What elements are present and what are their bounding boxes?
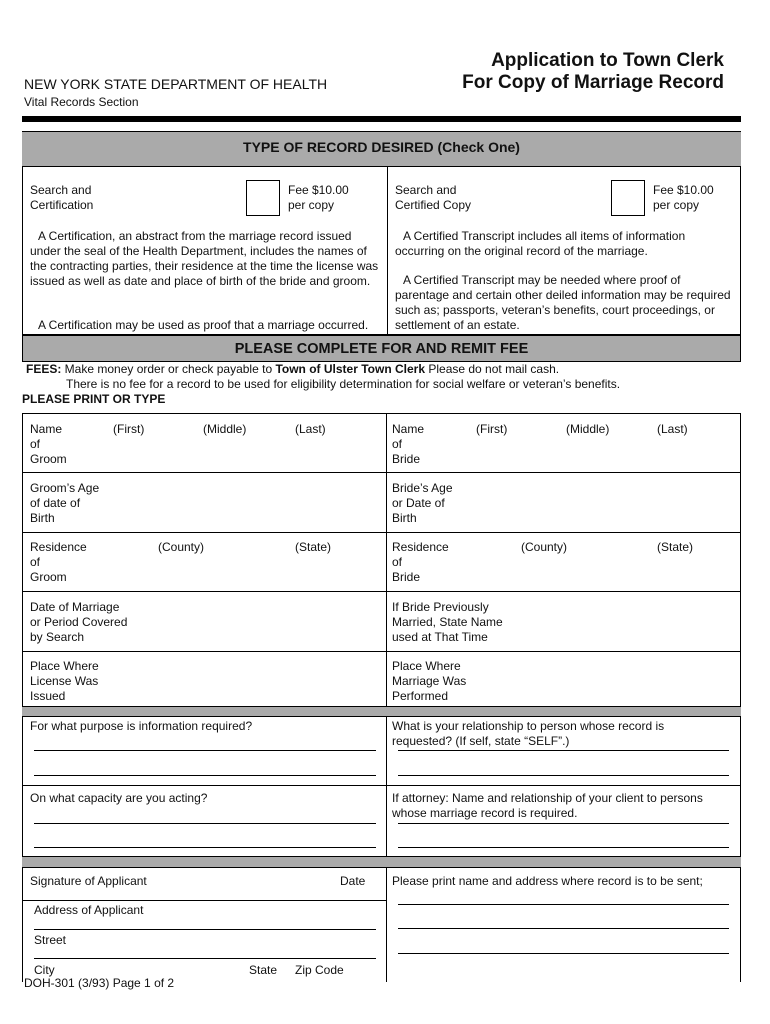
date-label: Date	[340, 874, 366, 888]
row-divider	[22, 785, 741, 786]
certification-usage: A Certification may be used as proof that a marriage occurred.	[38, 318, 369, 332]
remit-band	[22, 335, 741, 362]
license-place-label: Place Where License Was Issued	[30, 659, 99, 703]
groom-age-label: Groom’s Age of date of Birth	[30, 481, 100, 525]
form-title	[462, 50, 724, 94]
bride-previous-name-field[interactable]	[520, 595, 736, 647]
purpose-line-2[interactable]	[34, 775, 376, 776]
groom-state-label: (State)	[295, 540, 332, 554]
record-type-title: TYPE OF RECORD DESIRED (Check One)	[243, 139, 520, 155]
certified-copy-description: A Certified Transcript includes all items of information occurring on the original record of the marriage.	[395, 229, 686, 258]
purpose-line-1[interactable]	[34, 750, 376, 751]
attorney-line-2[interactable]	[398, 847, 729, 848]
section-name: Vital Records Section	[24, 95, 139, 109]
certified-copy-fee: Fee $10.00 per copy	[653, 183, 714, 212]
bride-county-label: (County)	[521, 540, 568, 554]
bride-previous-name-label: If Bride Previously Married, State Name used at That Time	[392, 600, 503, 644]
relationship-line-2[interactable]	[398, 775, 729, 776]
remit-title: PLEASE COMPLETE FOR AND REMIT FEE	[234, 341, 529, 357]
record-type-divider	[387, 167, 388, 335]
groom-first-label: (First)	[113, 422, 145, 436]
title-line-2: For Copy of Marriage Record	[462, 72, 724, 93]
row-divider	[22, 472, 741, 473]
send-to-line-2[interactable]	[398, 928, 729, 929]
fees-text-post: Please do not mail cash.	[425, 362, 560, 376]
groom-residence-label: Residence of Groom	[30, 540, 87, 584]
marriage-place-field[interactable]	[480, 655, 736, 703]
attorney-label: If attorney: Name and relationship of your client to persons whose marriage record is required.	[392, 791, 703, 820]
row-divider	[22, 532, 741, 533]
signature-label: Signature of Applicant	[30, 874, 147, 888]
search-certified-copy-label: Search and Certified Copy	[395, 183, 472, 212]
row-divider	[22, 651, 741, 652]
fees-label: FEES:	[26, 362, 62, 376]
bride-name-label: Name of Bride	[392, 422, 425, 466]
print-note: PLEASE PRINT OR TYPE	[22, 392, 166, 406]
capacity-line-1[interactable]	[34, 823, 376, 824]
marriage-place-label: Place Where Marriage Was Performed	[392, 659, 467, 703]
capacity-line-2[interactable]	[34, 847, 376, 848]
record-type-band	[22, 131, 741, 167]
attorney-line-1[interactable]	[398, 823, 729, 824]
city-label: City	[34, 963, 55, 977]
license-place-field[interactable]	[120, 655, 382, 703]
groom-county-label: (County)	[158, 540, 205, 554]
bride-middle-label: (Middle)	[566, 422, 610, 436]
groom-name-field[interactable]	[100, 438, 382, 468]
bride-last-label: (Last)	[657, 422, 688, 436]
send-to-line-1[interactable]	[398, 904, 729, 905]
department-name: NEW YORK STATE DEPARTMENT OF HEALTH	[24, 76, 328, 92]
groom-residence-field[interactable]	[100, 556, 382, 587]
capacity-label: On what capacity are you acting?	[30, 791, 208, 805]
date-of-marriage-field[interactable]	[140, 595, 382, 647]
relationship-line-1[interactable]	[398, 750, 729, 751]
relationship-label: What is your relationship to person whose record is requested? (If self, state “SELF”.)	[392, 719, 665, 748]
address-label: Address of Applicant	[34, 903, 144, 917]
groom-middle-label: (Middle)	[203, 422, 247, 436]
groom-age-field[interactable]	[120, 476, 382, 528]
certified-copy-usage: A Certified Transcript may be needed where proof of parentage and certain other deiled information may be required such as; passports, veteran’s benefits, court proceedings, or settlement of an estate.	[395, 273, 731, 332]
certification-description: A Certification, an abstract from the marriage record issued under the seal of the Health Department, includes the names of the contracting parties, their residence at the time the license was issued as well as date and place of birth of the bride and groom.	[30, 229, 379, 288]
fees-instructions	[26, 362, 559, 377]
certification-fee: Fee $10.00 per copy	[288, 183, 349, 212]
form-id: DOH-301 (3/93) Page 1 of 2	[24, 976, 175, 990]
date-of-marriage-label: Date of Marriage or Period Covered by Search	[30, 600, 128, 644]
bride-state-label: (State)	[657, 540, 694, 554]
signature-line[interactable]	[22, 900, 386, 901]
certification-checkbox[interactable]	[246, 180, 280, 216]
fields-divider	[386, 413, 387, 982]
row-divider	[22, 591, 741, 592]
street-line[interactable]	[34, 958, 376, 959]
title-line-1: Application to Town Clerk	[491, 50, 724, 71]
bride-residence-field[interactable]	[460, 556, 736, 587]
send-to-line-3[interactable]	[398, 953, 729, 954]
street-label: Street	[34, 933, 67, 947]
bride-name-field[interactable]	[460, 438, 736, 468]
bride-residence-label: Residence of Bride	[392, 540, 449, 584]
bride-first-label: (First)	[476, 422, 508, 436]
payee-name: Town of Ulster Town Clerk	[275, 362, 426, 376]
purpose-label: For what purpose is information required?	[30, 719, 253, 733]
groom-last-label: (Last)	[295, 422, 326, 436]
bride-age-field[interactable]	[480, 476, 736, 528]
send-to-label: Please print name and address where record is to be sent;	[392, 874, 703, 888]
search-certification-label: Search and Certification	[30, 183, 94, 212]
groom-name-label: Name of Groom	[30, 422, 67, 466]
fees-text: Make money order or check payable to	[61, 362, 276, 376]
certified-copy-checkbox[interactable]	[611, 180, 645, 216]
address-line[interactable]	[34, 929, 376, 930]
zip-label: Zip Code	[295, 963, 344, 977]
no-fee-note: There is no fee for a record to be used for eligibility determination for social welfare or veteran’s benefits.	[66, 377, 621, 391]
separator-band	[22, 706, 741, 717]
state-label: State	[249, 963, 278, 977]
separator-band	[22, 856, 741, 868]
bride-age-label: Bride’s Age or Date of Birth	[392, 481, 453, 525]
header-rule	[22, 116, 741, 122]
